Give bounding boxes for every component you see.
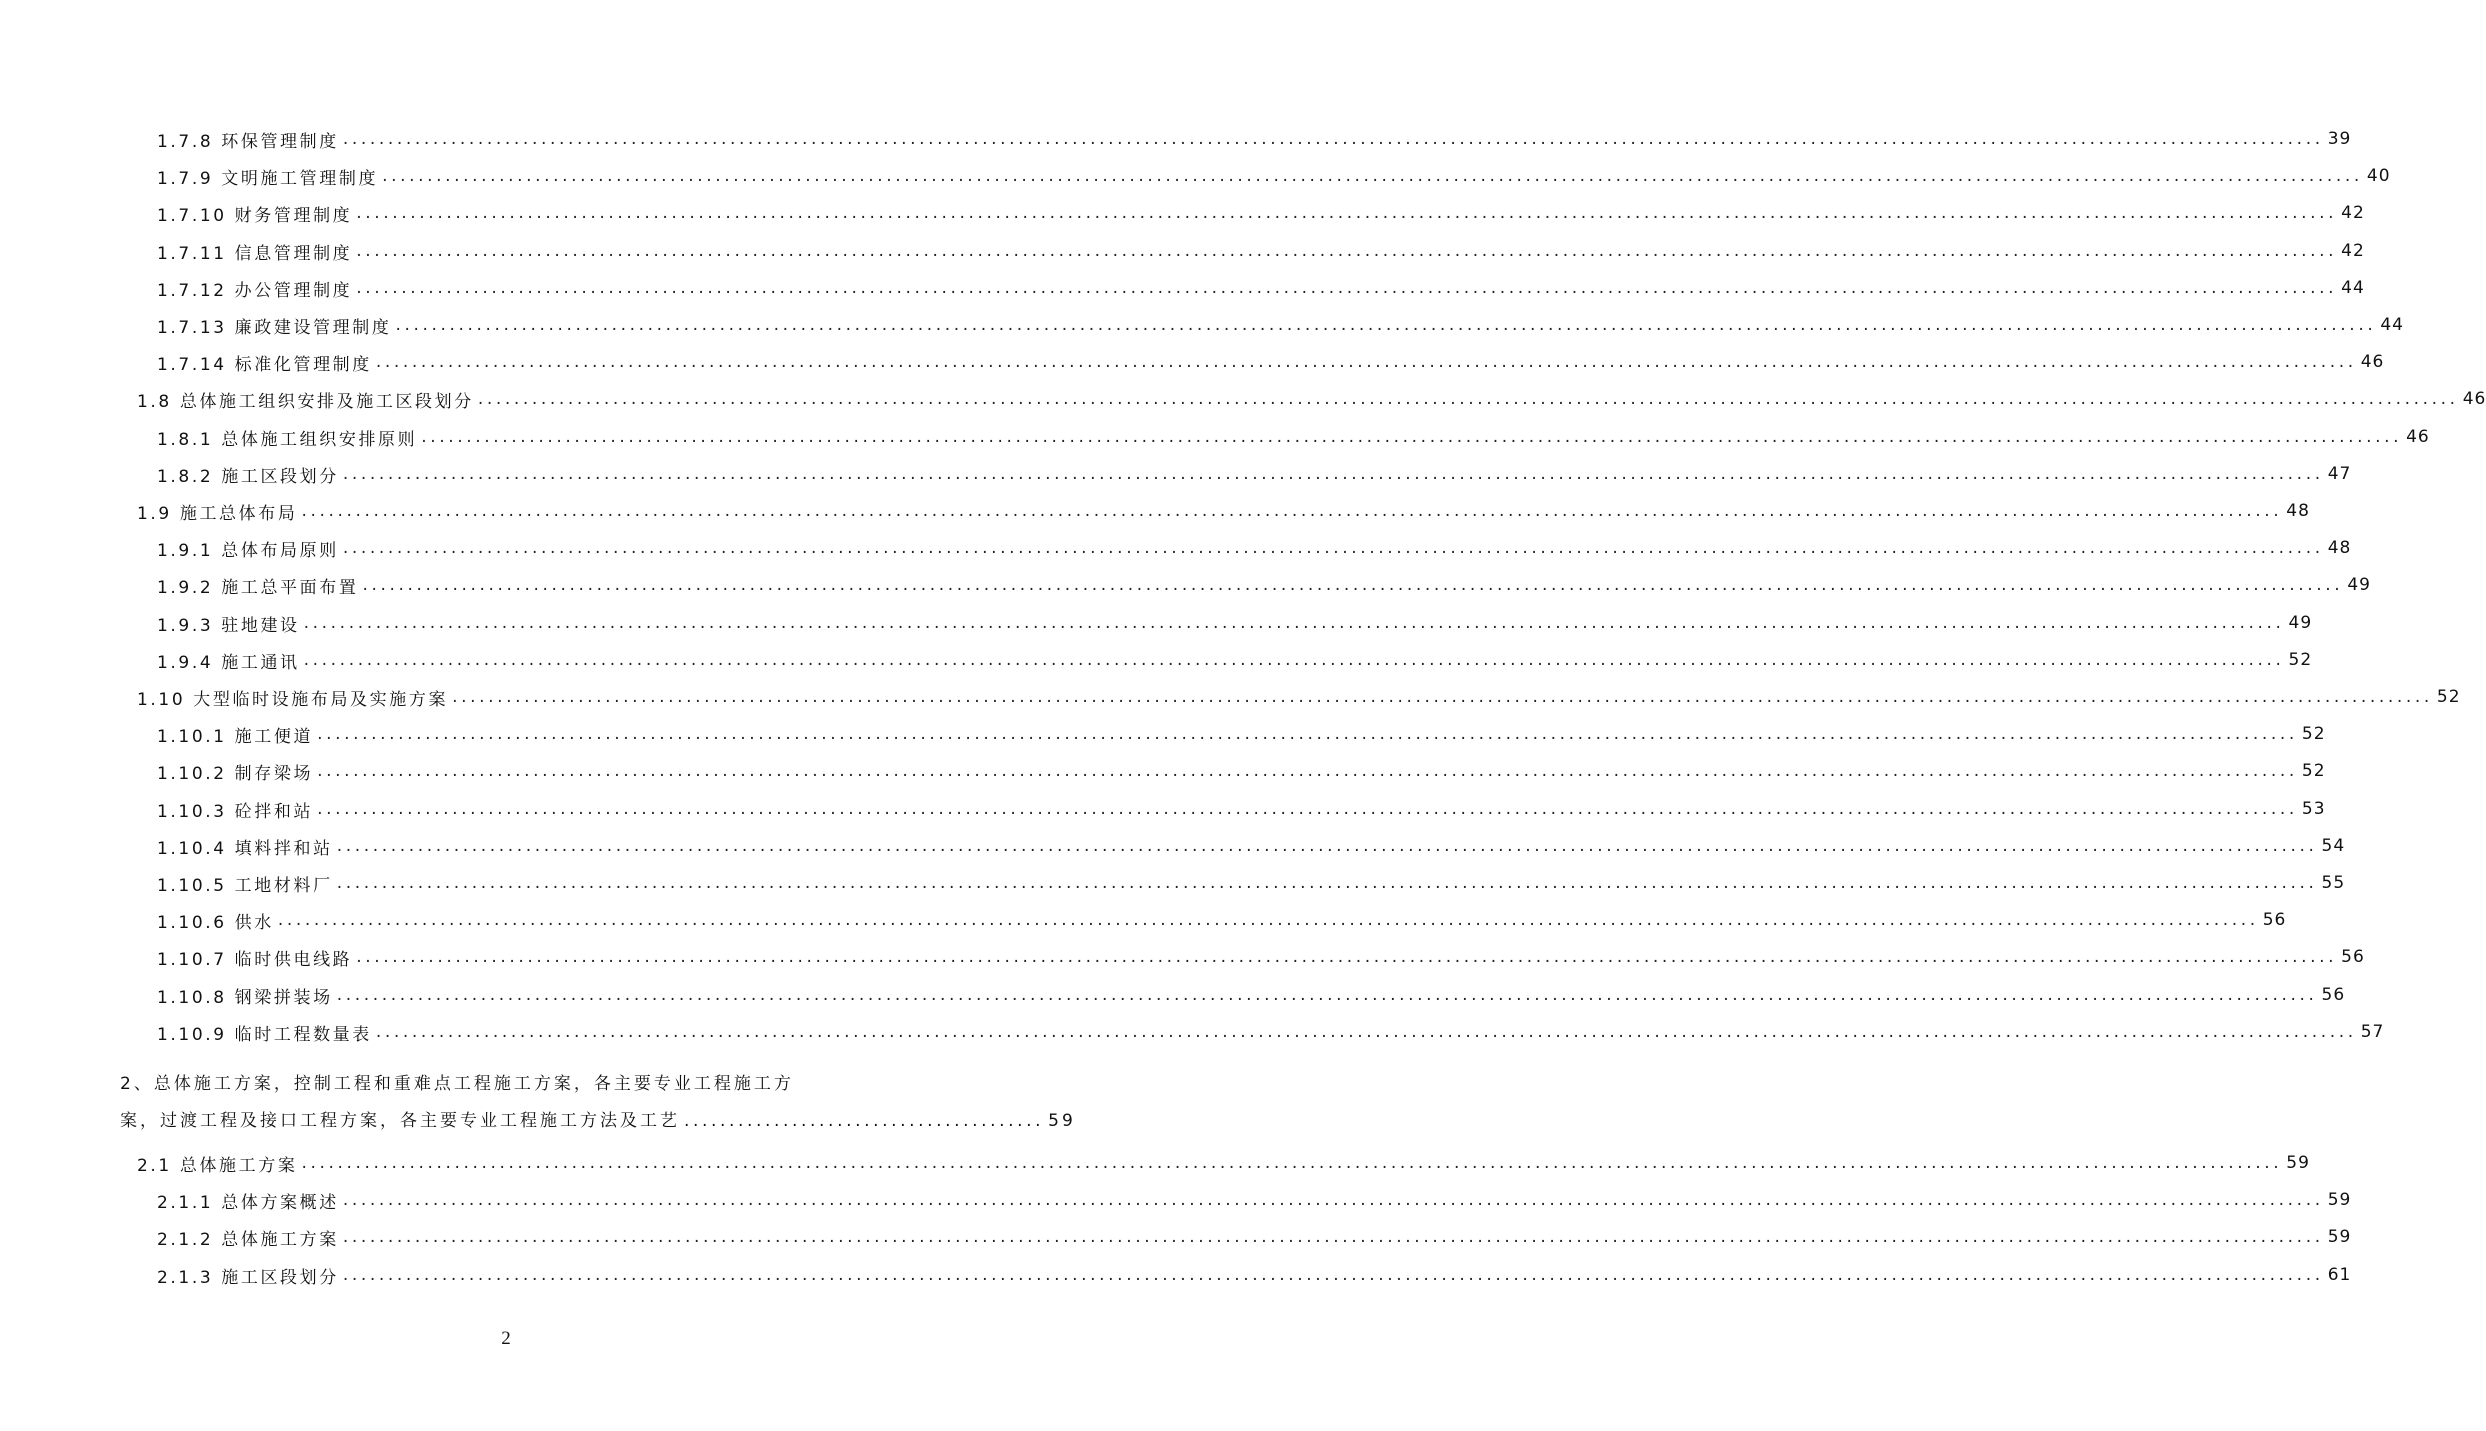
toc-entry-label: 1.7.9 文明施工管理制度	[157, 168, 379, 189]
toc-entry[interactable]	[157, 1260, 2352, 1290]
toc-entry[interactable]	[137, 1148, 2310, 1178]
toc-entry[interactable]	[157, 459, 2352, 489]
toc-entry-label: 1.7.8 环保管理制度	[157, 131, 339, 152]
toc-entry-label: 1.10.7 临时供电线路	[157, 949, 353, 970]
toc-page-number: 59	[2327, 1190, 2352, 1210]
toc-page-number: 46	[2462, 389, 2486, 409]
toc-leader: ............................................................................................................................................................................................................................	[375, 1022, 2357, 1042]
toc-entry-label: 1.10 大型临时设施布局及实施方案	[137, 689, 449, 710]
toc-leader: ............................................................................................................................................................................................................................	[421, 427, 2403, 447]
toc-leader: ........................................	[684, 1111, 1045, 1131]
toc-leader: ............................................................................................................................................................................................................................	[356, 947, 2338, 967]
toc-leader: ............................................................................................................................................................................................................................	[317, 761, 2298, 781]
toc-entry-label: 1.7.14 标准化管理制度	[157, 354, 372, 375]
toc-entry[interactable]	[157, 942, 2365, 972]
toc-leader: ............................................................................................................................................................................................................................	[382, 166, 2363, 186]
toc-page-number: 59	[2286, 1153, 2310, 1173]
toc-leader: ............................................................................................................................................................................................................................	[342, 464, 2324, 484]
toc-page-number: 52	[2436, 687, 2461, 707]
toc-page-number: 54	[2321, 836, 2346, 856]
toc-leader: ............................................................................................................................................................................................................................	[303, 613, 2285, 633]
toc-leader: ............................................................................................................................................................................................................................	[477, 389, 2459, 409]
toc-entry[interactable]	[137, 384, 2486, 414]
toc-page-number: 49	[2347, 575, 2371, 595]
toc-page-number: 56	[2262, 910, 2287, 930]
toc-page-number: 46	[2360, 352, 2385, 372]
toc-entry-label: 1.9.2 施工总平面布置	[157, 577, 359, 598]
toc-leader: ............................................................................................................................................................................................................................	[452, 687, 2433, 707]
toc-leader: ............................................................................................................................................................................................................................	[375, 352, 2357, 372]
toc-entry[interactable]	[157, 980, 2346, 1010]
chapter-title-line2: 案，过渡工程及接口工程方案，各主要专业工程施工方法及工艺	[120, 1111, 680, 1131]
toc-leader: ............................................................................................................................................................................................................................	[277, 910, 2259, 930]
toc-leader: ............................................................................................................................................................................................................................	[356, 203, 2338, 223]
toc-entry[interactable]	[157, 236, 2365, 266]
toc-entry[interactable]	[157, 273, 2365, 303]
chapter-title-line1: 2、总体施工方案，控制工程和重难点工程施工方案，各主要专业工程施工方	[120, 1074, 794, 1094]
toc-leader: ............................................................................................................................................................................................................................	[317, 799, 2298, 819]
toc-leader: ............................................................................................................................................................................................................................	[342, 538, 2324, 558]
toc-entry[interactable]	[157, 310, 2404, 340]
toc-entry-label: 1.10.5 工地材料厂	[157, 875, 333, 896]
toc-page-number: 56	[2321, 985, 2346, 1005]
toc-entry-label: 1.9.3 驻地建设	[157, 615, 300, 636]
toc-entry[interactable]	[157, 831, 2346, 861]
toc-entry-label: 1.7.11 信息管理制度	[157, 243, 353, 264]
toc-entry[interactable]	[157, 533, 2352, 563]
toc-entry[interactable]	[157, 756, 2326, 786]
toc-entry[interactable]	[157, 1185, 2352, 1215]
toc-leader: ............................................................................................................................................................................................................................	[336, 873, 2318, 893]
toc-leader: ............................................................................................................................................................................................................................	[301, 501, 2283, 521]
toc-entry[interactable]	[157, 1017, 2385, 1047]
chapter-entry[interactable]	[120, 1066, 1076, 1140]
toc-entry-label: 1.10.1 施工便道	[157, 726, 314, 747]
toc-page-number: 47	[2327, 464, 2352, 484]
toc-entry[interactable]	[157, 794, 2326, 824]
toc-leader: ............................................................................................................................................................................................................................	[336, 985, 2318, 1005]
toc-leader: ............................................................................................................................................................................................................................	[356, 278, 2338, 298]
toc-page-number: 52	[2301, 724, 2326, 744]
toc-leader: ............................................................................................................................................................................................................................	[362, 575, 2344, 595]
toc-leader: ............................................................................................................................................................................................................................	[342, 1265, 2324, 1285]
toc-leader: ............................................................................................................................................................................................................................	[395, 315, 2377, 335]
toc-entry-label: 2.1 总体施工方案	[137, 1155, 298, 1176]
toc-entry-label: 1.10.6 供水	[157, 912, 274, 933]
toc-entry[interactable]	[157, 868, 2346, 898]
toc-entry[interactable]	[157, 1222, 2352, 1252]
toc-entry[interactable]	[157, 422, 2430, 452]
toc-entry-label: 2.1.3 施工区段划分	[157, 1267, 339, 1288]
toc-entry-label: 1.7.13 廉政建设管理制度	[157, 317, 392, 338]
toc-page-number: 56	[2341, 947, 2365, 967]
page-number: 2	[501, 1328, 511, 1349]
toc-entry-label: 1.10.2 制存梁场	[157, 763, 314, 784]
toc-entry-label: 2.1.2 总体施工方案	[157, 1229, 339, 1250]
toc-entry[interactable]	[157, 347, 2385, 377]
toc-entry-label: 1.10.3 砼拌和站	[157, 801, 314, 822]
toc-entry[interactable]	[137, 496, 2310, 526]
toc-entry[interactable]	[157, 905, 2287, 935]
toc-page-number: 48	[2286, 501, 2310, 521]
toc-page-number: 53	[2301, 799, 2326, 819]
toc-leader: ............................................................................................................................................................................................................................	[342, 1190, 2324, 1210]
toc-entry-label: 1.8 总体施工组织安排及施工区段划分	[137, 391, 474, 412]
toc-entry-label: 1.9.1 总体布局原则	[157, 540, 339, 561]
toc-page-number: 52	[2301, 761, 2326, 781]
toc-entry[interactable]	[157, 124, 2352, 154]
toc-leader: ............................................................................................................................................................................................................................	[342, 129, 2324, 149]
toc-page-number: 39	[2327, 129, 2352, 149]
toc-leader: ............................................................................................................................................................................................................................	[301, 1153, 2283, 1173]
toc-page-number: 61	[2327, 1265, 2352, 1285]
toc-page-number: 57	[2360, 1022, 2385, 1042]
toc-entry-label: 1.9 施工总体布局	[137, 503, 298, 524]
toc-page-number: 44	[2380, 315, 2404, 335]
toc-page-number: 48	[2327, 538, 2352, 558]
toc-leader: ............................................................................................................................................................................................................................	[303, 650, 2285, 670]
toc-page-number: 49	[2288, 613, 2313, 633]
toc-entry-label: 2.1.1 总体方案概述	[157, 1192, 339, 1213]
toc-leader: ............................................................................................................................................................................................................................	[317, 724, 2298, 744]
toc-page-number: 40	[2366, 166, 2391, 186]
toc-page-number: 42	[2341, 203, 2365, 223]
toc-entry[interactable]	[157, 161, 2391, 191]
toc-entry[interactable]	[137, 682, 2461, 712]
toc-page-number: 46	[2406, 427, 2430, 447]
toc-entry[interactable]	[157, 645, 2313, 675]
toc-page-number: 42	[2341, 241, 2365, 261]
toc-entry[interactable]	[157, 198, 2365, 228]
toc-entry[interactable]	[157, 608, 2313, 638]
toc-page-number: 55	[2321, 873, 2346, 893]
toc-entry-label: 1.8.1 总体施工组织安排原则	[157, 429, 418, 450]
toc-entry[interactable]	[157, 719, 2326, 749]
toc-leader: ............................................................................................................................................................................................................................	[336, 836, 2318, 856]
toc-entry-label: 1.7.12 办公管理制度	[157, 280, 353, 301]
toc-entry-label: 1.10.4 填料拌和站	[157, 838, 333, 859]
toc-leader: ............................................................................................................................................................................................................................	[342, 1227, 2324, 1247]
toc-entry[interactable]	[157, 570, 2371, 600]
toc-entry-label: 1.10.8 钢梁拼装场	[157, 987, 333, 1008]
chapter-page-number: 59	[1048, 1111, 1076, 1131]
toc-entry-label: 1.10.9 临时工程数量表	[157, 1024, 372, 1045]
toc-entry-label: 1.9.4 施工通讯	[157, 652, 300, 673]
toc-leader: ............................................................................................................................................................................................................................	[356, 241, 2338, 261]
toc-page-number: 52	[2288, 650, 2313, 670]
toc-page-number: 44	[2341, 278, 2365, 298]
toc-entry-label: 1.7.10 财务管理制度	[157, 205, 353, 226]
toc-page-number: 59	[2327, 1227, 2352, 1247]
toc-entry-label: 1.8.2 施工区段划分	[157, 466, 339, 487]
